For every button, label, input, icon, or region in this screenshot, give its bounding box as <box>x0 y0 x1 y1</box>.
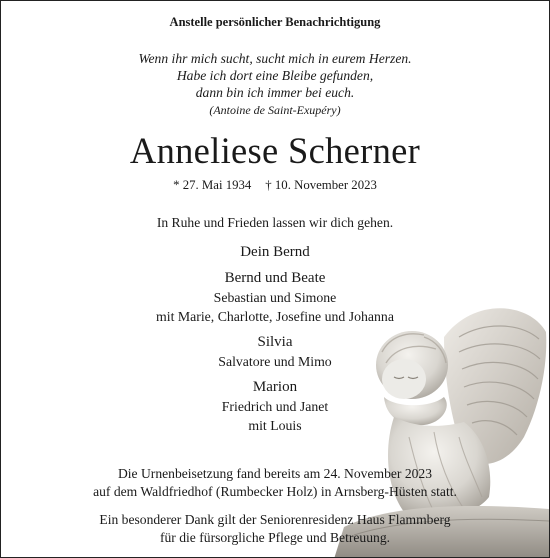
mourner-group <box>1 243 549 262</box>
mourner-lead: Bernd und Beate <box>224 270 326 286</box>
notice-header: Anstelle persönlicher Benachrichtigung <box>169 15 381 29</box>
thanks-line: für die fürsorgliche Pflege und Betreuung. <box>159 529 391 545</box>
mourner-line: Sebastian und Simone <box>213 290 337 305</box>
burial-info-line: Die Urnenbeisetzung fand bereits am 24. November 2023 <box>117 466 433 481</box>
mourner-group <box>1 378 549 435</box>
mourners-list <box>1 243 549 435</box>
mourner-line: mit Louis <box>248 418 302 433</box>
birth-date: * 27. Mai 1934 <box>173 178 252 192</box>
mourner-lead: Silvia <box>257 334 293 350</box>
thanks-line: Ein besonderer Dank gilt der Seniorenresidenz Haus Flammberg <box>99 512 451 527</box>
poem-line: Wenn ihr mich sucht, sucht mich in eurem Herzen. <box>138 51 412 66</box>
mourner-lead: Marion <box>252 379 298 395</box>
death-date: † 10. November 2023 <box>265 178 377 192</box>
mourner-line: mit Marie, Charlotte, Josefine und Johanna <box>156 309 394 324</box>
burial-info <box>1 465 549 500</box>
poem-line: Habe ich dort eine Bleibe gefunden, <box>176 68 374 84</box>
thanks-text <box>1 511 549 546</box>
poem-quote <box>1 50 549 119</box>
mourner-group <box>1 333 549 371</box>
mourner-line: Friedrich und Janet <box>221 399 329 414</box>
burial-info-line: auf dem Waldfriedhof (Rumbecker Holz) in Arnsberg-Hüsten statt. <box>93 483 457 499</box>
life-dates <box>1 178 549 193</box>
mourner-line: Salvatore und Mimo <box>218 354 332 369</box>
poem-author: (Antoine de Saint-Exupéry) <box>209 102 341 117</box>
deceased-name: Anneliese Scherner <box>129 130 421 171</box>
farewell-text: In Ruhe und Frieden lassen wir dich gehen. <box>156 215 394 230</box>
mourner-group <box>1 269 549 326</box>
poem-line: dann bin ich immer bei euch. <box>195 85 355 101</box>
mourner-lead: Dein Bernd <box>240 244 310 260</box>
